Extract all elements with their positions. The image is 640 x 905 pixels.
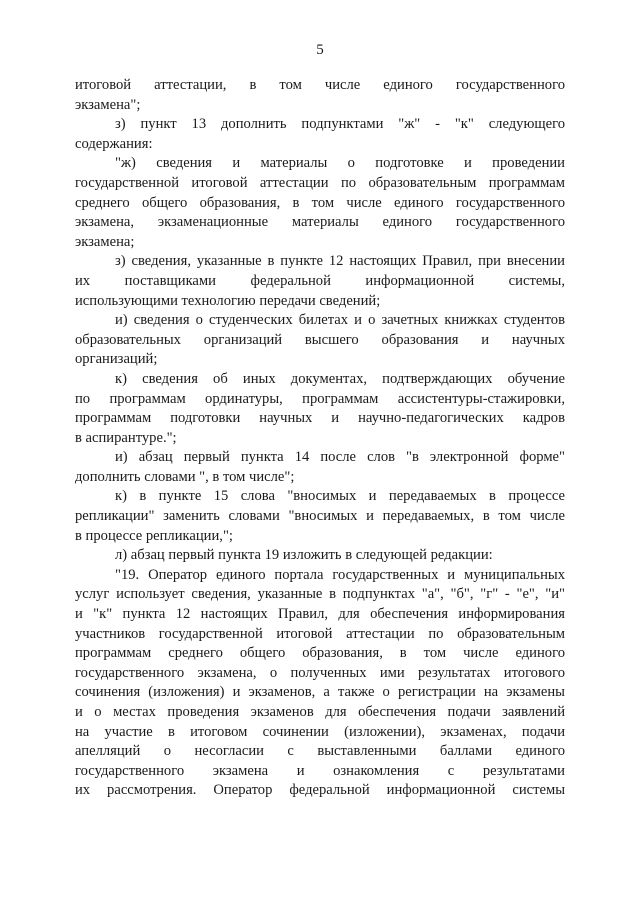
text-line: "19. Оператор единого портала государственных и муниципальных <box>115 566 565 583</box>
text-line: экзамена, экзаменационные материалы единого государственного <box>75 214 565 231</box>
text-line: л) абзац первый пункта 19 изложить в следующей редакции: <box>115 547 493 564</box>
text-line: по программам ординатуры, программам ассистентуры-стажировки, <box>75 390 565 407</box>
text-line: и о местах проведения экзаменов для обеспечения подачи заявлений <box>75 704 565 720</box>
text-line: дополнить словами ", в том числе"; <box>75 468 295 485</box>
text-line: "ж) сведения и материалы о подготовке и проведении <box>115 155 565 172</box>
text-line: их рассмотрения. Оператор федеральной информационной системы <box>75 782 565 799</box>
text-line: к) сведения об иных документах, подтверждающих обучение <box>115 370 565 387</box>
text-line: итоговой аттестации, в том числе единого государственного <box>75 77 565 93</box>
text-line: государственного экзамена и ознакомления с результатами <box>75 762 565 779</box>
text-line: их поставщиками федеральной информационной системы, <box>75 272 565 289</box>
text-line: на участие в итоговом сочинении (изложении), экзаменах, подачи <box>75 723 565 740</box>
text-line: государственного экзамена, о полученных ими результатах итогового <box>75 664 565 681</box>
text-line: образовательных организаций высшего образования и научных <box>75 331 565 348</box>
text-line: в аспирантуре."; <box>75 429 177 446</box>
text-line: государственной итоговой аттестации по образовательным программам <box>75 174 565 191</box>
text-line: содержания: <box>75 135 153 152</box>
text-line: программам подготовки научных и научно-педагогических кадров <box>75 410 565 427</box>
text-line: услуг использует сведения, указанные в подпунктах "а", "б", "г" - "е", "и" <box>75 586 565 603</box>
text-line: и) абзац первый пункта 14 после слов "в электронной форме" <box>115 449 565 466</box>
text-line: з) сведения, указанные в пункте 12 настоящих Правил, при внесении <box>115 253 565 270</box>
text-line: участников государственной итоговой аттестации по образовательным <box>75 625 565 642</box>
text-line: апелляций о несогласии с выставленными баллами единого <box>75 743 565 760</box>
document-body <box>75 76 565 801</box>
text-line: организаций; <box>75 351 158 368</box>
text-line: программам среднего общего образования, в том числе единого <box>75 645 565 662</box>
text-line: и "к" пункта 12 настоящих Правил, для обеспечения информирования <box>75 606 565 623</box>
page-number: 5 <box>316 42 324 58</box>
text-line: экзамена; <box>75 233 135 250</box>
text-line: среднего общего образования, в том числе единого государственного <box>75 194 565 211</box>
text-line: и) сведения о студенческих билетах и о зачетных книжках студентов <box>115 312 565 329</box>
text-line: к) в пункте 15 слова "вносимых и передаваемых в процессе <box>115 488 565 505</box>
text-line: з) пункт 13 дополнить подпунктами "ж" - "к" следующего <box>115 116 565 133</box>
text-line: экзамена"; <box>75 96 141 113</box>
text-line: репликации" заменить словами "вносимых и передаваемых, в том числе <box>75 508 565 525</box>
text-line: в процессе репликации,"; <box>75 527 233 544</box>
text-line: использующими технологию передачи сведений; <box>75 292 381 309</box>
text-line: сочинения (изложения) и экзаменов, а также о регистрации на экзамены <box>75 684 565 701</box>
